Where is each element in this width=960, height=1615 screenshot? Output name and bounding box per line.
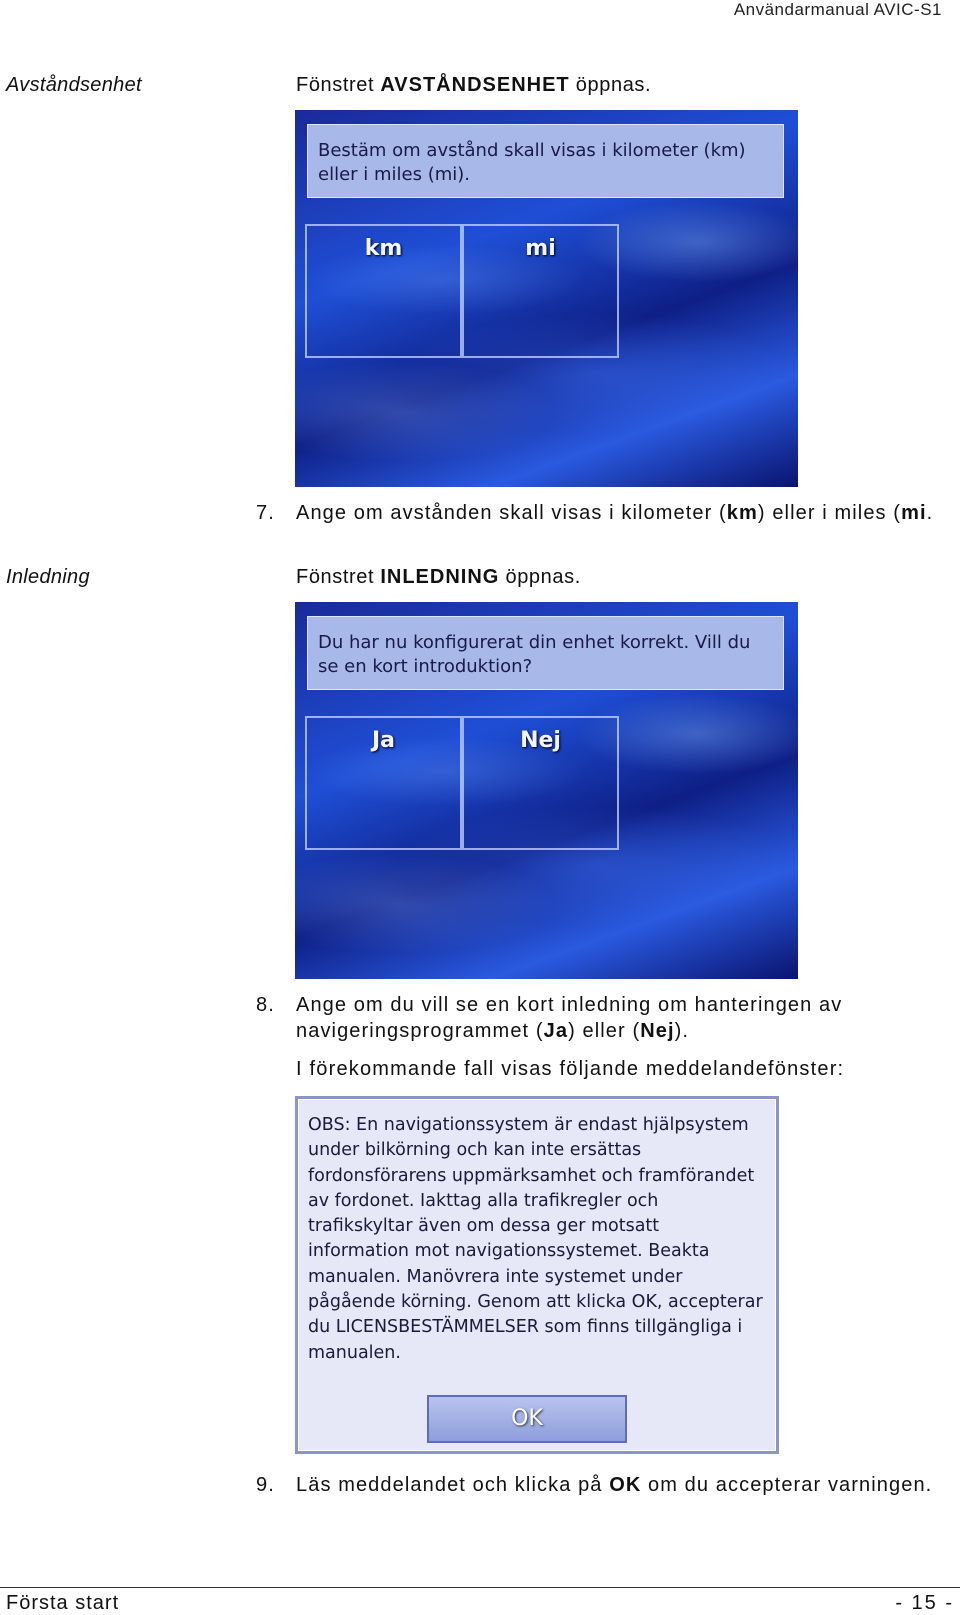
step-text: Ange om avstånden skall visas i kilometer (km) eller i miles (mi. (296, 502, 934, 524)
ok-button[interactable]: OK (427, 1395, 627, 1443)
document-header: Användarmanual AVIC-S1 (733, 0, 942, 19)
warning-dialog-screenshot (295, 1096, 779, 1454)
distance-unit-screenshot (295, 110, 798, 487)
footer-divider (0, 1587, 960, 1588)
step-number: 8. (256, 994, 275, 1016)
step-number: 9. (256, 1474, 275, 1496)
introduction-screenshot (295, 602, 798, 979)
introduction-prompt: Du har nu konfigurerat din enhet korrekt. Vill du se en kort introduktion? (307, 616, 784, 690)
step-text: Läs meddelandet och klicka på OK om du accepterar varningen. (296, 1474, 933, 1496)
km-button[interactable]: km (305, 224, 462, 358)
warning-message: OBS: En navigationssystem är endast hjälpsystem under bilkörning och kan inte ersättas fordonsförarens uppmärksamhet och framförandet av fordonet. Iakttag alla trafikregler och trafikskyltar även om dessa ger motsatt information mot navigationssystemet. Beakta manualen. Manövrera inte systemet under pågående körning. Genom att klicka OK, accepterar du LICENSBESTÄMMELSER som finns tillgängliga i manualen. (308, 1115, 763, 1363)
side-label-introduction: Inledning (6, 566, 90, 588)
step-text: Ange om du vill se en kort inledning om hanteringen av navigeringsprogrammet (Ja) eller (Nej). (296, 994, 843, 1042)
distance-window-sentence: Fönstret AVSTÅNDSENHET öppnas. (296, 74, 652, 96)
footer-chapter: Första start (6, 1592, 120, 1614)
ja-button[interactable]: Ja (305, 716, 462, 850)
distance-unit-prompt: Bestäm om avstånd skall visas i kilometer (km) eller i miles (mi). (307, 124, 784, 198)
page-number: - 15 - (895, 1592, 954, 1614)
step-8 (256, 992, 936, 1044)
message-window-note: I förekommande fall visas följande meddelandefönster: (296, 1058, 845, 1080)
step-9 (256, 1472, 936, 1524)
step-7 (256, 500, 936, 552)
intro-window-sentence: Fönstret INLEDNING öppnas. (296, 566, 581, 588)
distance-window-name: AVSTÅNDSENHET (380, 74, 570, 96)
mi-button[interactable]: mi (462, 224, 619, 358)
nej-button[interactable]: Nej (462, 716, 619, 850)
step-number: 7. (256, 502, 275, 524)
intro-window-name: INLEDNING (380, 566, 500, 588)
side-label-distance-unit: Avståndsenhet (6, 74, 142, 96)
